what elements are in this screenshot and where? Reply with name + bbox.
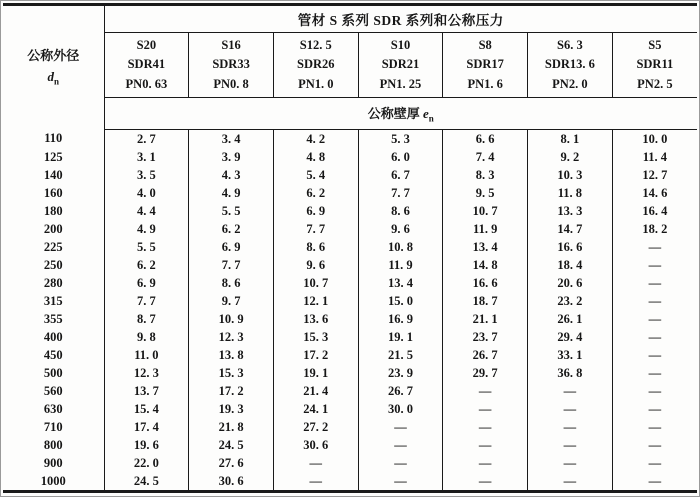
wall-thickness-cell: 12. 1 <box>273 292 358 310</box>
no-value-dash-cell: — <box>612 292 697 310</box>
wall-thickness-cell: 16. 6 <box>528 238 613 256</box>
wall-thickness-cell: 9. 6 <box>273 256 358 274</box>
sdr-label: SDR33 <box>212 57 250 72</box>
wall-thickness-cell: 21. 5 <box>358 346 443 364</box>
no-value-dash-cell: — <box>443 400 528 418</box>
series-column-header <box>528 33 613 98</box>
wall-thickness-cell: 13. 8 <box>189 346 274 364</box>
pipe-sdr-pressure-table <box>3 3 697 493</box>
wall-thickness-cell: 15. 4 <box>133 401 159 416</box>
no-value-dash-cell: — <box>443 418 528 436</box>
wall-thickness-cell: 15. 0 <box>358 292 443 310</box>
wall-thickness-cell: 30. 0 <box>358 400 443 418</box>
wall-thickness-cell: 5. 5 <box>136 239 156 254</box>
wall-thickness-cell: 9. 5 <box>443 184 528 202</box>
wall-thickness-cell: 18. 7 <box>443 292 528 310</box>
no-value-dash-cell: — <box>612 238 697 256</box>
wall-thickness-cell: 16. 9 <box>358 310 443 328</box>
wall-thickness-cell: 15. 3 <box>189 364 274 382</box>
dn-cell: 800 <box>3 436 104 454</box>
series-label: S8 <box>478 37 492 52</box>
no-value-dash-cell: — <box>612 364 697 382</box>
table-row <box>3 328 697 346</box>
wall-thickness-cell: 8. 6 <box>189 274 274 292</box>
table-row <box>3 238 697 256</box>
wall-thickness-label: 公称壁厚 <box>367 106 420 122</box>
wall-thickness-cell: 36. 8 <box>528 364 613 382</box>
wall-thickness-cell: 8. 6 <box>273 238 358 256</box>
series-label: S20 <box>136 37 157 52</box>
no-value-dash-cell: — <box>612 454 697 472</box>
no-value-dash-cell: — <box>528 436 613 454</box>
wall-thickness-cell: 6. 9 <box>189 238 274 256</box>
table-row <box>3 184 697 202</box>
wall-thickness-cell: 17. 2 <box>273 346 358 364</box>
wall-thickness-cell: 11. 4 <box>612 148 697 166</box>
wall-thickness-cell: 12. 3 <box>133 365 159 380</box>
title-row <box>3 5 697 33</box>
no-value-dash-cell: — <box>358 454 443 472</box>
dn-cell: 560 <box>3 382 104 400</box>
outer-diameter-header <box>3 5 104 130</box>
wall-thickness-cell: 4. 0 <box>136 185 156 200</box>
no-value-dash-cell: — <box>612 436 697 454</box>
table-row <box>3 256 697 274</box>
wall-thickness-cell: 10. 9 <box>189 310 274 328</box>
pn-label: PN2. 5 <box>637 76 673 91</box>
wall-thickness-cell: 20. 6 <box>528 274 613 292</box>
wall-thickness-cell: 3. 4 <box>189 130 274 149</box>
wall-thickness-cell: 3. 1 <box>136 149 156 164</box>
wall-thickness-cell: 10. 3 <box>528 166 613 184</box>
pn-label: PN0. 8 <box>213 76 249 91</box>
wall-thickness-cell: 8. 1 <box>528 130 613 149</box>
no-value-dash-cell: — <box>443 382 528 400</box>
no-value-dash-cell: — <box>358 472 443 492</box>
table-row <box>3 382 697 400</box>
dn-cell: 200 <box>3 220 104 238</box>
dn-cell: 110 <box>3 130 104 149</box>
wall-thickness-cell: 24. 1 <box>273 400 358 418</box>
wall-thickness-cell: 4. 2 <box>273 130 358 149</box>
series-column-header <box>612 33 697 98</box>
wall-thickness-cell: 7. 7 <box>358 184 443 202</box>
table-row <box>3 400 697 418</box>
wall-thickness-cell: 11. 9 <box>443 220 528 238</box>
wall-thickness-cell: 4. 9 <box>189 184 274 202</box>
no-value-dash-cell: — <box>528 454 613 472</box>
wall-thickness-cell: 19. 1 <box>273 364 358 382</box>
no-value-dash-cell: — <box>612 310 697 328</box>
dn-cell: 710 <box>3 418 104 436</box>
no-value-dash-cell: — <box>273 454 358 472</box>
wall-thickness-cell: 11. 8 <box>528 184 613 202</box>
sdr-label: SDR17 <box>466 57 504 72</box>
series-column-header <box>104 33 189 98</box>
no-value-dash-cell: — <box>612 274 697 292</box>
table-title: 管材 S 系列 SDR 系列和公称压力 <box>104 5 697 33</box>
series-column-header <box>443 33 528 98</box>
wall-thickness-cell: 13. 7 <box>133 383 159 398</box>
wall-thickness-cell: 27. 6 <box>189 454 274 472</box>
no-value-dash-cell: — <box>612 472 697 492</box>
wall-thickness-cell: 4. 3 <box>189 166 274 184</box>
dn-cell: 140 <box>3 166 104 184</box>
pn-label: PN0. 63 <box>125 76 168 91</box>
sdr-label: SDR21 <box>381 57 420 72</box>
wall-thickness-cell: 10. 7 <box>443 202 528 220</box>
no-value-dash-cell: — <box>612 328 697 346</box>
sdr-label: SDR11 <box>636 57 674 72</box>
series-column-header <box>358 33 443 98</box>
table-row <box>3 292 697 310</box>
wall-thickness-cell: 8. 3 <box>443 166 528 184</box>
wall-thickness-cell: 13. 4 <box>358 274 443 292</box>
wall-thickness-cell: 21. 8 <box>189 418 274 436</box>
dn-cell: 280 <box>3 274 104 292</box>
wall-thickness-cell: 21. 4 <box>273 382 358 400</box>
outer-diameter-symbol: $d_n$ <box>47 69 60 87</box>
wall-thickness-cell: 23. 9 <box>358 364 443 382</box>
wall-thickness-cell: 9. 6 <box>358 220 443 238</box>
wall-thickness-cell: 23. 2 <box>528 292 613 310</box>
dn-cell: 900 <box>3 454 104 472</box>
dn-cell: 125 <box>3 148 104 166</box>
wall-thickness-row <box>3 98 697 130</box>
pn-label: PN2. 0 <box>552 76 588 91</box>
wall-thickness-cell: 13. 6 <box>273 310 358 328</box>
wall-thickness-cell: 19. 3 <box>189 400 274 418</box>
wall-thickness-cell: 8. 7 <box>136 311 156 326</box>
no-value-dash-cell: — <box>443 454 528 472</box>
dn-cell: 630 <box>3 400 104 418</box>
wall-thickness-cell: 24. 5 <box>189 436 274 454</box>
wall-thickness-cell: 13. 4 <box>443 238 528 256</box>
wall-thickness-cell: 22. 0 <box>133 455 159 470</box>
pn-label: PN1. 0 <box>298 76 334 91</box>
wall-thickness-cell: 19. 6 <box>133 437 159 452</box>
wall-thickness-cell: 2. 7 <box>136 131 156 146</box>
wall-thickness-cell: 9. 7 <box>189 292 274 310</box>
table-row <box>3 202 697 220</box>
wall-thickness-cell: 23. 7 <box>443 328 528 346</box>
wall-thickness-cell: 30. 6 <box>189 472 274 492</box>
wall-thickness-cell: 16. 4 <box>612 202 697 220</box>
wall-thickness-cell: 6. 9 <box>273 202 358 220</box>
dn-cell: 450 <box>3 346 104 364</box>
wall-thickness-cell: 29. 4 <box>528 328 613 346</box>
wall-thickness-cell: 27. 2 <box>273 418 358 436</box>
table-row <box>3 436 697 454</box>
wall-thickness-cell: 14. 8 <box>443 256 528 274</box>
table-row <box>3 166 697 184</box>
wall-thickness-cell: 16. 6 <box>443 274 528 292</box>
wall-thickness-cell: 26. 1 <box>528 310 613 328</box>
wall-thickness-cell: 14. 7 <box>528 220 613 238</box>
wall-thickness-cell: 18. 4 <box>528 256 613 274</box>
wall-thickness-cell: 18. 2 <box>612 220 697 238</box>
dn-cell: 500 <box>3 364 104 382</box>
wall-thickness-cell: 13. 3 <box>528 202 613 220</box>
wall-thickness-cell: 19. 1 <box>358 328 443 346</box>
wall-thickness-cell: 10. 0 <box>612 130 697 149</box>
wall-thickness-cell: 10. 7 <box>273 274 358 292</box>
wall-thickness-cell: 10. 8 <box>358 238 443 256</box>
wall-thickness-cell: 6. 2 <box>273 184 358 202</box>
no-value-dash-cell: — <box>273 472 358 492</box>
series-column-header <box>273 33 358 98</box>
dn-cell: 400 <box>3 328 104 346</box>
wall-thickness-cell: 6. 7 <box>358 166 443 184</box>
wall-thickness-cell: 11. 0 <box>134 347 159 362</box>
table-row <box>3 310 697 328</box>
dn-cell: 180 <box>3 202 104 220</box>
table-row <box>3 364 697 382</box>
wall-thickness-cell: 7. 7 <box>136 293 156 308</box>
wall-thickness-cell: 24. 5 <box>133 473 159 488</box>
wall-thickness-cell: 26. 7 <box>443 346 528 364</box>
wall-thickness-cell: 4. 8 <box>273 148 358 166</box>
wall-thickness-cell: 12. 7 <box>612 166 697 184</box>
no-value-dash-cell: — <box>443 472 528 492</box>
series-label: S6. 3 <box>557 37 583 52</box>
no-value-dash-cell: — <box>528 400 613 418</box>
wall-thickness-cell: 15. 3 <box>273 328 358 346</box>
wall-thickness-cell: 11. 9 <box>358 256 443 274</box>
wall-thickness-cell: 7. 7 <box>273 220 358 238</box>
no-value-dash-cell: — <box>528 382 613 400</box>
pn-label: PN1. 6 <box>467 76 503 91</box>
no-value-dash-cell: — <box>612 400 697 418</box>
table-row <box>3 220 697 238</box>
wall-thickness-cell: 7. 4 <box>443 148 528 166</box>
wall-thickness-cell: 6. 2 <box>189 220 274 238</box>
table-row <box>3 274 697 292</box>
wall-thickness-cell: 6. 6 <box>443 130 528 149</box>
no-value-dash-cell: — <box>612 346 697 364</box>
wall-thickness-cell: 21. 1 <box>443 310 528 328</box>
wall-thickness-cell: 6. 9 <box>136 275 156 290</box>
series-label: S16 <box>221 37 241 52</box>
table-row <box>3 346 697 364</box>
wall-thickness-header: 公称壁厚 $e_n$ <box>104 98 697 130</box>
dn-cell: 160 <box>3 184 104 202</box>
wall-thickness-cell: 6. 2 <box>136 257 156 272</box>
no-value-dash-cell: — <box>358 418 443 436</box>
wall-thickness-cell: 26. 7 <box>358 382 443 400</box>
wall-thickness-cell: 9. 8 <box>136 329 156 344</box>
series-label: S12. 5 <box>299 37 332 52</box>
no-value-dash-cell: — <box>358 436 443 454</box>
dn-cell: 1000 <box>3 472 104 492</box>
pn-label: PN1. 25 <box>379 76 422 91</box>
series-column-header <box>189 33 274 98</box>
wall-thickness-cell: 29. 7 <box>443 364 528 382</box>
no-value-dash-cell: — <box>528 472 613 492</box>
wall-thickness-cell: 9. 2 <box>528 148 613 166</box>
wall-thickness-cell: 7. 7 <box>189 256 274 274</box>
series-label: S5 <box>648 37 662 52</box>
dn-cell: 225 <box>3 238 104 256</box>
wall-thickness-cell: 17. 2 <box>189 382 274 400</box>
sdr-label: SDR13. 6 <box>544 57 595 72</box>
series-label: S10 <box>390 37 411 52</box>
wall-thickness-cell: 5. 5 <box>189 202 274 220</box>
wall-thickness-cell: 5. 3 <box>358 130 443 149</box>
wall-thickness-cell: 4. 4 <box>136 203 156 218</box>
table-row <box>3 454 697 472</box>
wall-thickness-cell: 14. 6 <box>612 184 697 202</box>
wall-thickness-cell: 3. 9 <box>189 148 274 166</box>
no-value-dash-cell: — <box>443 436 528 454</box>
dn-cell: 250 <box>3 256 104 274</box>
sdr-label: SDR41 <box>127 57 166 72</box>
no-value-dash-cell: — <box>612 382 697 400</box>
table-row <box>3 130 697 149</box>
table-row <box>3 418 697 436</box>
wall-thickness-cell: 8. 6 <box>358 202 443 220</box>
sdr-label: SDR26 <box>297 57 335 72</box>
table-row <box>3 148 697 166</box>
no-value-dash-cell: — <box>612 256 697 274</box>
wall-thickness-cell: 17. 4 <box>133 419 159 434</box>
table-row <box>3 472 697 492</box>
wall-thickness-cell: 33. 1 <box>528 346 613 364</box>
wall-thickness-cell: 3. 5 <box>136 167 156 182</box>
wall-thickness-cell: 12. 3 <box>189 328 274 346</box>
series-header-row <box>3 33 697 98</box>
wall-thickness-cell: 30. 6 <box>273 436 358 454</box>
wall-thickness-cell: 5. 4 <box>273 166 358 184</box>
dn-cell: 355 <box>3 310 104 328</box>
outer-diameter-label: 公称外径 <box>27 48 80 64</box>
no-value-dash-cell: — <box>528 418 613 436</box>
wall-thickness-cell: 4. 9 <box>136 221 156 236</box>
wall-thickness-cell: 6. 0 <box>358 148 443 166</box>
no-value-dash-cell: — <box>612 418 697 436</box>
dn-cell: 315 <box>3 292 104 310</box>
